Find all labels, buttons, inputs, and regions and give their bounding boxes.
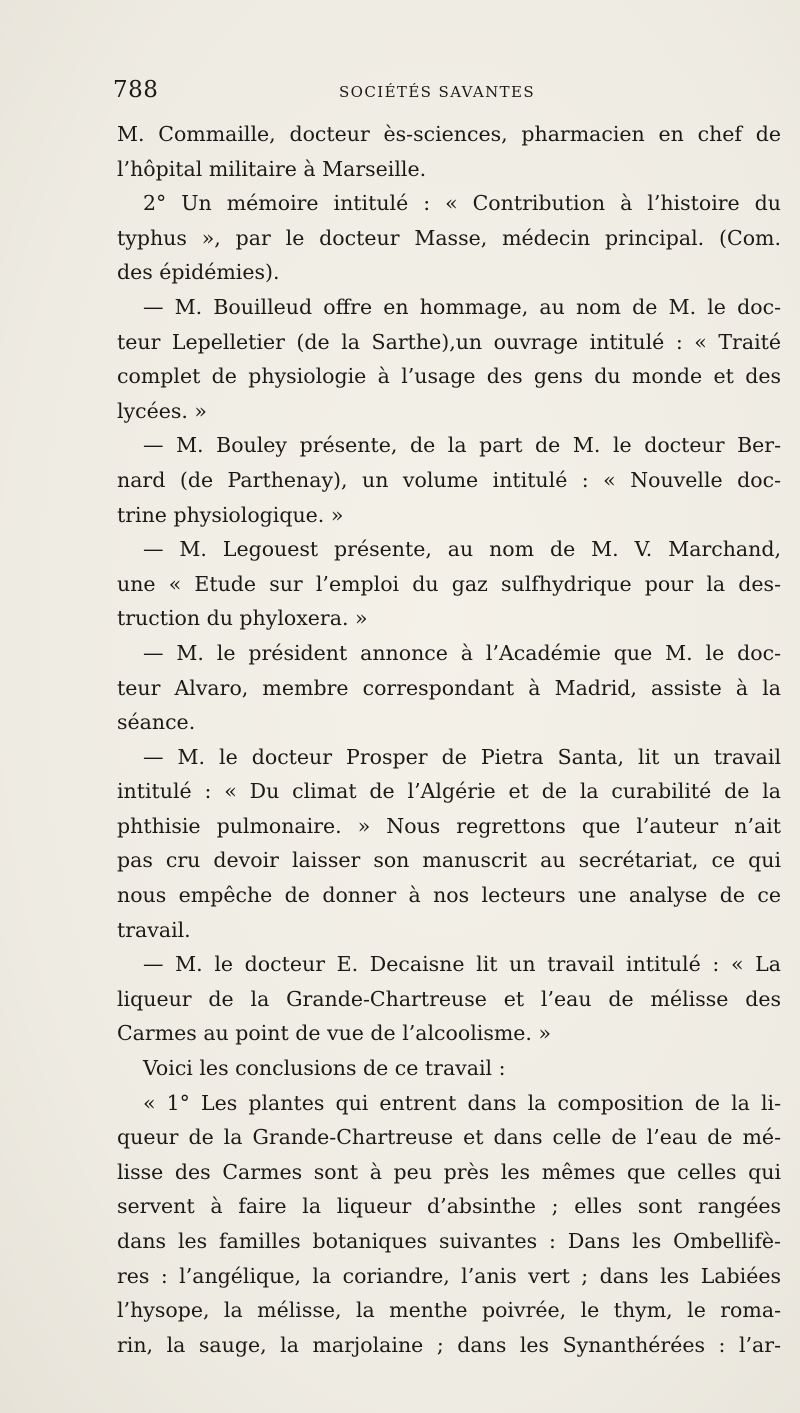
text-line: — M. Bouley présente, de la part de M. le docteur Ber- xyxy=(143,433,781,458)
text-line: teur Lepelletier (de la Sarthe),un ouvrage intitulé : « Traité xyxy=(117,329,781,354)
text-line: travail. xyxy=(117,917,191,942)
text-line: lisse des Carmes sont à peu près les mêmes que celles qui xyxy=(117,1159,781,1184)
text-line: queur de la Grande-Chartreuse et dans celle de l’eau de mé- xyxy=(117,1125,781,1150)
text-line: des épidémies). xyxy=(117,260,280,285)
text-line: teur Alvaro, membre correspondant à Madrid, assiste à la xyxy=(117,675,781,700)
text-line: rin, la sauge, la marjolaine ; dans les Synanthérées : l’ar- xyxy=(117,1332,781,1357)
text-line: truction du phyloxera. » xyxy=(117,606,368,631)
text-line: — M. Legouest présente, au nom de M. V. Marchand, xyxy=(143,537,781,562)
running-head: SOCIÉTÉS SAVANTES xyxy=(339,83,536,101)
text-line: Carmes au point de vue de l’alcoolisme. » xyxy=(117,1021,552,1046)
text-line: nard (de Parthenay), un volume intitulé : « Nouvelle doc- xyxy=(117,467,781,492)
text-line: servent à faire la liqueur d’absinthe ; elles sont rangées xyxy=(117,1194,781,1219)
text-line: une « Etude sur l’emploi du gaz sulfhydrique pour la des- xyxy=(117,571,781,596)
text-line: Voici les conclusions de ce travail : xyxy=(143,1056,506,1081)
text-line: res : l’angélique, la coriandre, l’anis vert ; dans les Labiées xyxy=(117,1263,781,1288)
page-header xyxy=(113,77,563,107)
text-line: intitulé : « Du climat de l’Algérie et de la curabilité de la xyxy=(117,779,781,804)
text-line: phthisie pulmonaire. » Nous regrettons que l’auteur n’ait xyxy=(117,813,781,838)
text-line: typhus », par le docteur Masse, médecin principal. (Com. xyxy=(117,225,781,250)
text-line: l’hôpital militaire à Marseille. xyxy=(117,156,427,181)
text-line: lycées. » xyxy=(117,398,207,423)
text-line: — M. le docteur Prosper de Pietra Santa, lit un travail xyxy=(143,744,781,769)
text-line: pas cru devoir laisser son manuscrit au secrétariat, ce qui xyxy=(117,848,781,873)
text-line: complet de physiologie à l’usage des gens du monde et des xyxy=(117,364,781,389)
text-line: séance. xyxy=(117,710,196,735)
text-line: « 1° Les plantes qui entrent dans la composition de la li- xyxy=(143,1090,781,1115)
text-line: nous empêche de donner à nos lecteurs une analyse de ce xyxy=(117,883,781,908)
text-line: — M. le docteur E. Decaisne lit un travail intitulé : « La xyxy=(143,952,781,977)
text-line: — M. Bouilleud offre en hommage, au nom de M. le doc- xyxy=(143,294,781,319)
body-text xyxy=(117,117,781,1362)
text-line: trine physiologique. » xyxy=(117,502,344,527)
text-line: — M. le président annonce à l’Académie que M. le doc- xyxy=(143,640,781,665)
text-line: l’hysope, la mélisse, la menthe poivrée, le thym, le roma- xyxy=(117,1298,781,1323)
text-line: 2° Un mémoire intitulé : « Contribution à l’histoire du xyxy=(143,191,781,216)
text-line: dans les familles botaniques suivantes : Dans les Ombellifè- xyxy=(117,1229,781,1253)
page-number: 788 xyxy=(113,77,159,103)
text-line: liqueur de la Grande-Chartreuse et l’eau de mélisse des xyxy=(117,986,781,1011)
text-line: M. Commaille, docteur ès-sciences, pharmacien en chef de xyxy=(117,122,781,146)
